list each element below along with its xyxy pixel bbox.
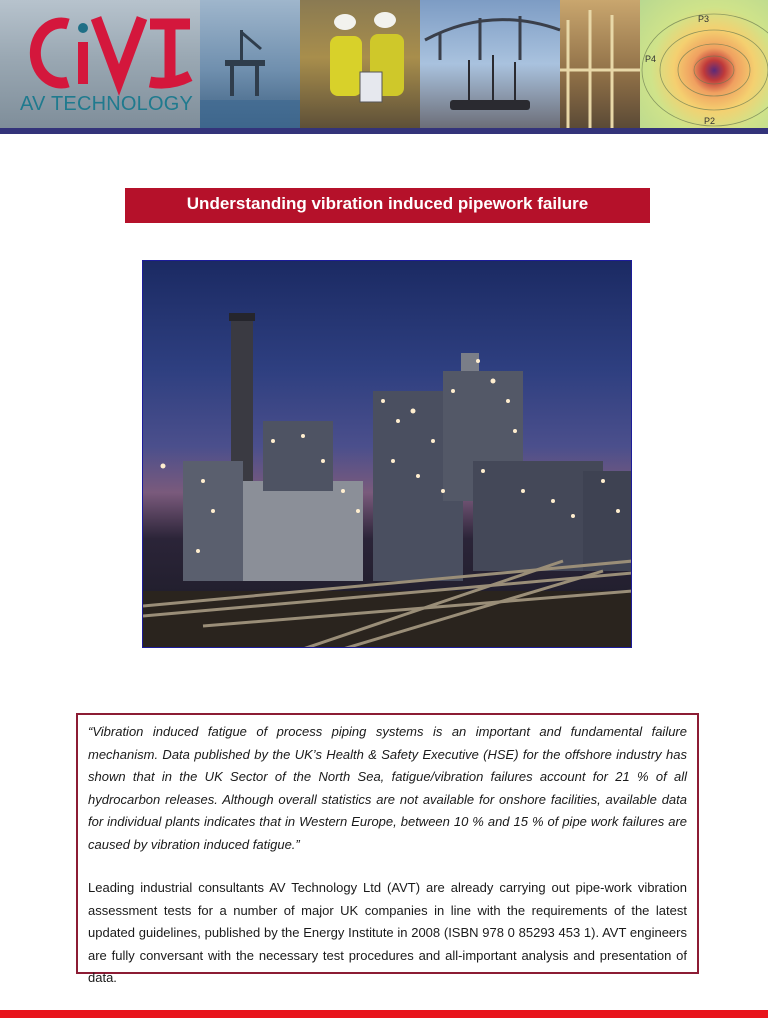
map-label-p2: P2 [704,116,716,126]
avt-paragraph: Leading industrial consultants AV Technology Ltd (AVT) are already carrying out pipe-work vibration assessment tests for a number of major UK companies in line with the requirements of the latest updated guidelines, published by the Energy Institute in 2008 (ISBN 978 0 85293 453 1). AVT engineers are fully conversant with the necessary test procedures and all-important analysis and presentation of data. [88,880,687,985]
header-banner [0,0,768,128]
info-text-box [76,713,699,985]
map-label-p4: P4 [645,54,657,64]
hse-quote: “Vibration induced fatigue of process piping systems is an important and fundamental failure mechanism. Data published by the UK’s Health & Safety Executive (HSE) for the offshore industry has shown that in the UK Sector of the North Sea, fatigue/vibration failures account for 21 % of all hydrocarbon releases. Although overall statistics are not available for onshore facilities, available data for individual plants indicates that in Western Europe, between 10 % and 15 % of pipe work failures are caused by vibration induced fatigue.” [88,724,687,852]
map-label-p3: P3 [698,14,710,24]
footer-divider [0,1010,768,1018]
header-divider [0,128,768,134]
page-title: Understanding vibration induced pipework failure [125,188,650,223]
industrial-plant-photo [142,260,632,648]
company-name: AV TECHNOLOGY [20,93,194,115]
